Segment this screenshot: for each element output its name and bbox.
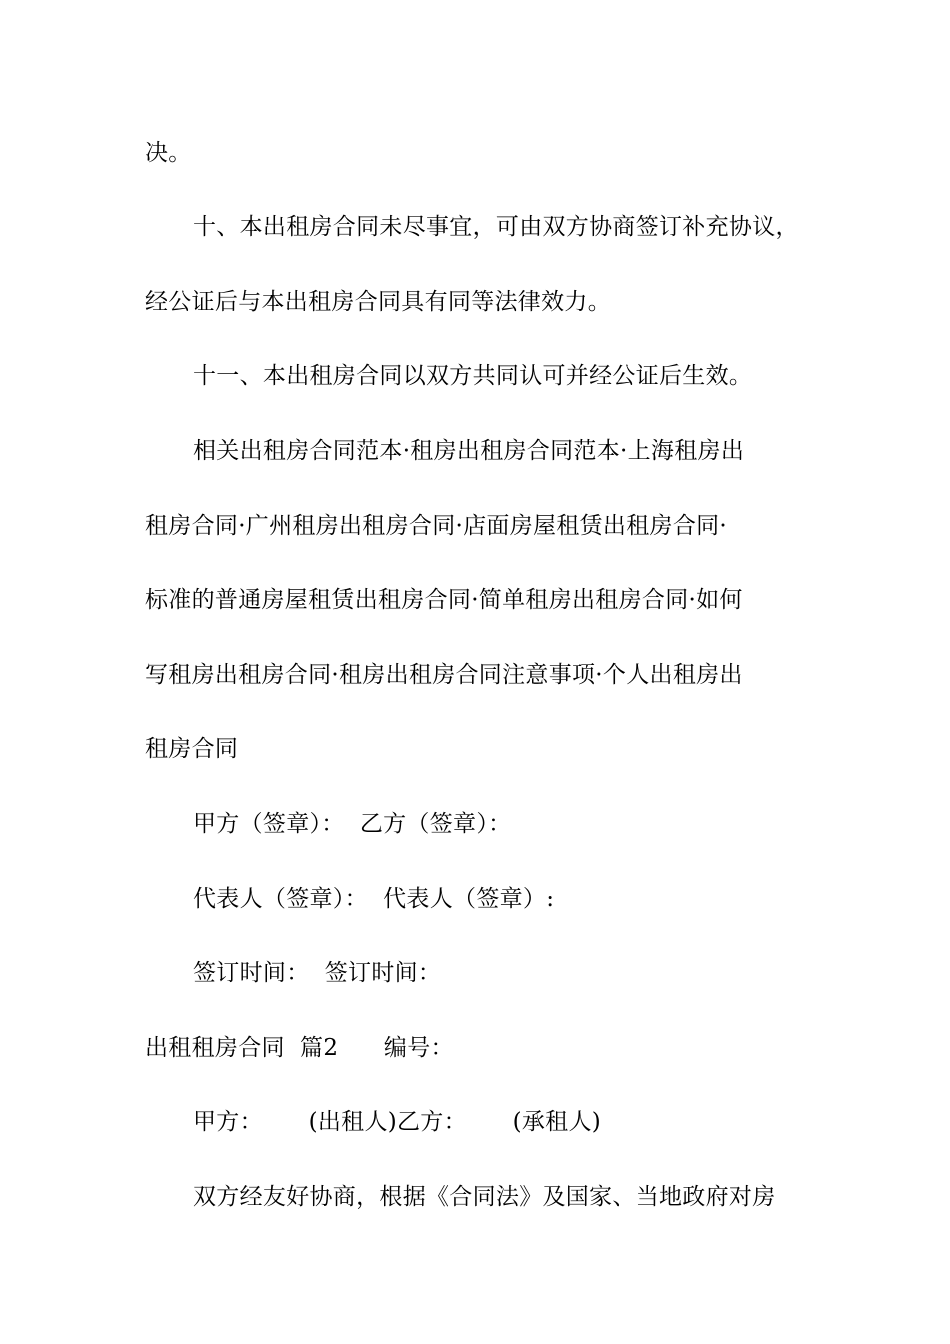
contract-2-intro: 双方经友好协商，根据《合同法》及国家、当地政府对房 — [193, 1184, 776, 1210]
contract-2-heading: 出租租房合同 篇2 编号： — [145, 1035, 454, 1061]
signature-parties: 甲方（签章）： 乙方（签章）： — [193, 811, 512, 837]
clause-eleven: 十一、本出租房合同以双方共同认可并经公证后生效。 — [193, 363, 753, 389]
signature-representatives: 代表人（签章）： 代表人（签章）: — [193, 886, 555, 912]
contract-2-parties: 甲方： (出租人)乙方： (承租人) — [193, 1109, 602, 1135]
clause-ten-line-1: 十、本出租房合同未尽事宜，可由双方协商签订补充协议， — [193, 214, 799, 240]
related-links-line-3: 标准的普通房屋租赁出租房合同·简单租房出租房合同·如何 — [145, 587, 743, 613]
related-links-line-4: 写租房出租房合同·租房出租房合同注意事项·个人出租房出 — [145, 662, 743, 688]
signature-dates: 签订时间： 签订时间： — [193, 960, 442, 986]
clause-ten-line-2: 经公证后与本出租房合同具有同等法律效力。 — [145, 289, 611, 315]
related-links-line-5: 租房合同 — [145, 736, 239, 762]
related-links-line-1: 相关出租房合同范本·租房出租房合同范本·上海租房出 — [193, 438, 745, 464]
related-links-line-2: 租房合同·广州租房出租房合同·店面房屋租赁出租房合同· — [145, 513, 728, 539]
paragraph-line-1: 决。 — [145, 140, 192, 166]
